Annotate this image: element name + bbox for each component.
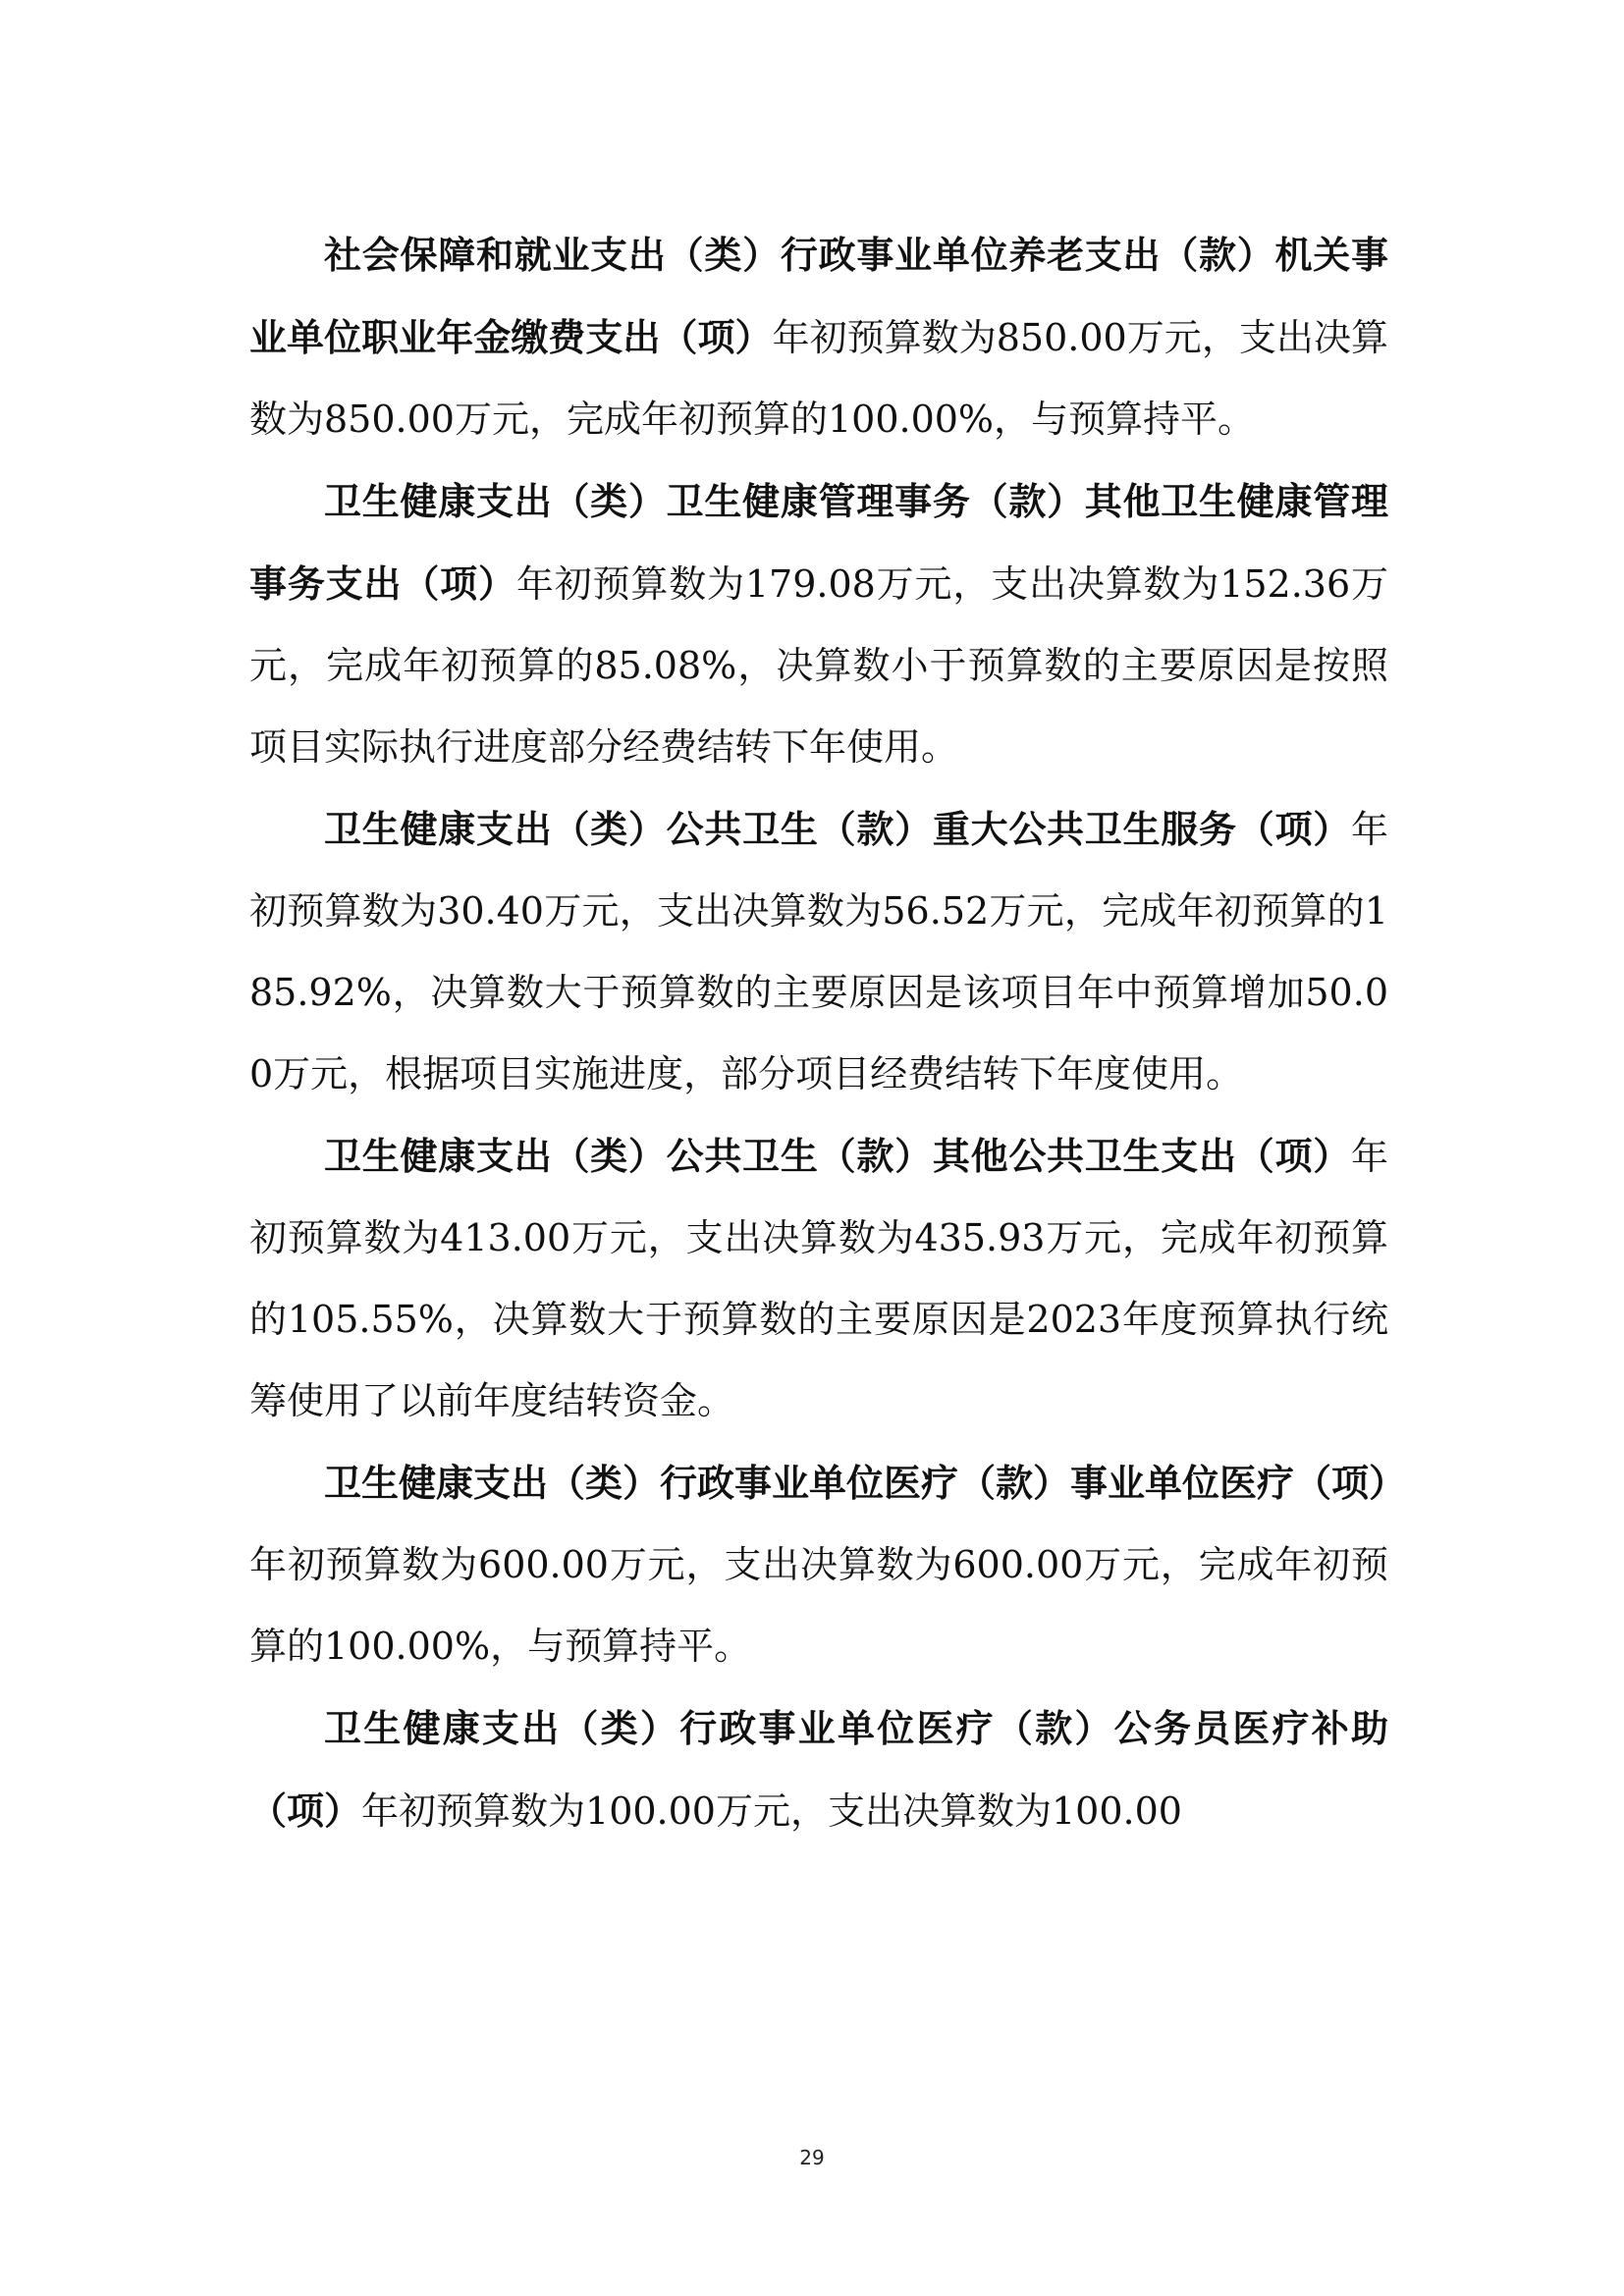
- page-number: 29: [799, 2146, 825, 2169]
- paragraph-heading: 卫生健康支出（类）行政事业单位医疗（款）事业单位医疗（项）: [324, 1461, 1407, 1505]
- paragraph-heading: 卫生健康支出（类）公共卫生（款）其他公共卫生支出（项）: [324, 1134, 1351, 1178]
- paragraph-other-health-admin: [249, 460, 1388, 788]
- paragraph-pension-occupational-annuity: [249, 214, 1388, 460]
- paragraph-heading: 社会保障和就业支出（类）行政事业单位养老支出（款）机关事业单位职业年金缴费支出（项）: [249, 233, 1388, 359]
- paragraph-body: 年初预算数为600.00万元，支出决算数为600.00万元，完成年初预算的100.00%，与预算持平。: [249, 1543, 1388, 1668]
- paragraph-heading: 卫生健康支出（类）行政事业单位医疗（款）公务员医疗补助（项）: [249, 1706, 1388, 1833]
- paragraph-body: 年初预算数为850.00万元，支出决算数为850.00万元，完成年初预算的100.00%，与预算持平。: [249, 316, 1388, 441]
- page-body: [249, 214, 1407, 1852]
- paragraph-heading: 卫生健康支出（类）卫生健康管理事务（款）其他卫生健康管理事务支出（项）: [249, 479, 1388, 606]
- paragraph-civil-servant-medical: [249, 1687, 1388, 1852]
- paragraph-institution-medical: [249, 1442, 1407, 1687]
- paragraph-other-public-health: [249, 1115, 1388, 1442]
- paragraph-heading: 卫生健康支出（类）公共卫生（款）重大公共卫生服务（项）: [324, 807, 1351, 851]
- paragraph-major-public-health: [249, 788, 1388, 1115]
- paragraph-body: 年初预算数为179.08万元，支出决算数为152.36万元，完成年初预算的85.08%，决算数小于预算数的主要原因是按照项目实际执行进度部分经费结转下年使用。: [249, 562, 1388, 769]
- paragraph-body: 年初预算数为413.00万元，支出决算数为435.93万元，完成年初预算的105.55%，决算数大于预算数的主要原因是2023年度预算执行统筹使用了以前年度结转资金。: [249, 1135, 1388, 1422]
- paragraph-body: 年初预算数为30.40万元，支出决算数为56.52万元，完成年初预算的185.92%，决算数大于预算数的主要原因是该项目年中预算增加50.00万元，根据项目实施进度，部分项目经费结转下年度使用。: [249, 808, 1388, 1095]
- paragraph-body: 年初预算数为100.00万元，支出决算数为100.00: [361, 1789, 1182, 1833]
